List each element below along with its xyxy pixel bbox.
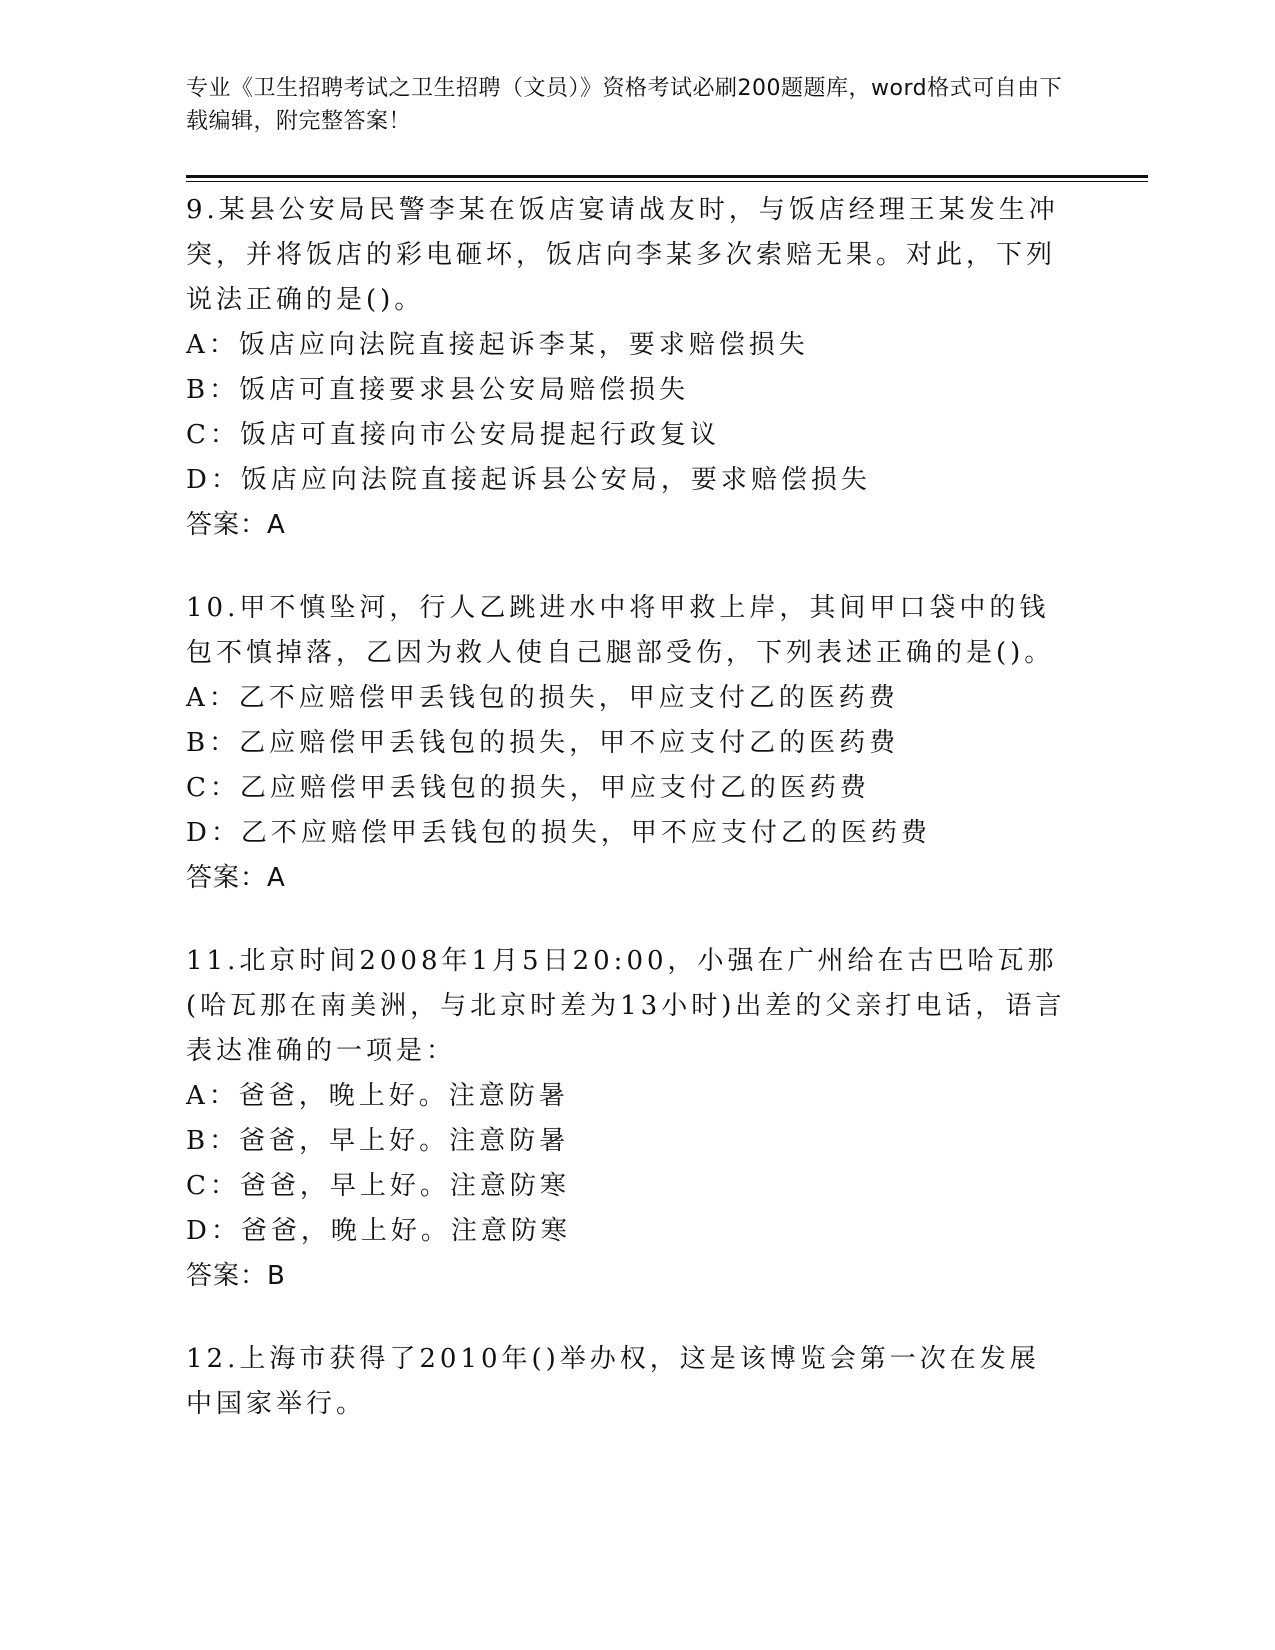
question-stem: 12.上海市获得了2010年()举办权，这是该博览会第一次在发展中国家举行。: [186, 1344, 1040, 1419]
question-9: [186, 188, 1086, 548]
question-10: [186, 586, 1086, 901]
question-list: [186, 188, 1086, 1465]
option-d: D：乙不应赔偿甲丢钱包的损失，甲不应支付乙的医药费: [186, 818, 931, 848]
option-d: D：饭店应向法院直接起诉县公安局，要求赔偿损失: [186, 465, 871, 495]
option-c: C：乙应赔偿甲丢钱包的损失，甲应支付乙的医药费: [186, 773, 870, 803]
option-b: B：爸爸，早上好。注意防暑: [186, 1126, 570, 1156]
question-stem: 11.北京时间2008年1月5日20:00，小强在广州给在古巴哈瓦那(哈瓦那在南美洲，与北京时差为13小时)出差的父亲打电话，语言表达准确的一项是：: [186, 946, 1066, 1066]
option-b: B：饭店可直接要求县公安局赔偿损失: [186, 375, 690, 405]
answer: 答案：B: [186, 1261, 286, 1291]
document-header: 专业《卫生招聘考试之卫生招聘（文员）》资格考试必刷200题题库，word格式可自由下载编辑，附完整答案！: [186, 76, 1063, 134]
question-stem: 9.某县公安局民警李某在饭店宴请战友时，与饭店经理王某发生冲突，并将饭店的彩电砸坏，饭店向李某多次索赔无果。对此，下列说法正确的是()。: [186, 195, 1059, 315]
question-12: [186, 1337, 1086, 1427]
header-divider-thick: [186, 175, 1148, 178]
answer: 答案：A: [186, 863, 286, 893]
option-a: A：饭店应向法院直接起诉李某，要求赔偿损失: [186, 330, 809, 360]
header-divider-thin: [186, 181, 1148, 182]
option-c: C：爸爸，早上好。注意防寒: [186, 1171, 570, 1201]
option-b: B：乙应赔偿甲丢钱包的损失，甲不应支付乙的医药费: [186, 728, 900, 758]
option-a: A：爸爸，晚上好。注意防暑: [186, 1081, 569, 1111]
question-11: [186, 939, 1086, 1299]
option-c: C：饭店可直接向市公安局提起行政复议: [186, 420, 720, 450]
question-stem: 10.甲不慎坠河，行人乙跳进水中将甲救上岸，其间甲口袋中的钱包不慎掉落，乙因为救人使自己腿部受伤，下列表述正确的是()。: [186, 593, 1055, 668]
option-a: A：乙不应赔偿甲丢钱包的损失，甲应支付乙的医药费: [186, 683, 899, 713]
option-d: D：爸爸，晚上好。注意防寒: [186, 1216, 571, 1246]
answer: 答案：A: [186, 510, 286, 540]
